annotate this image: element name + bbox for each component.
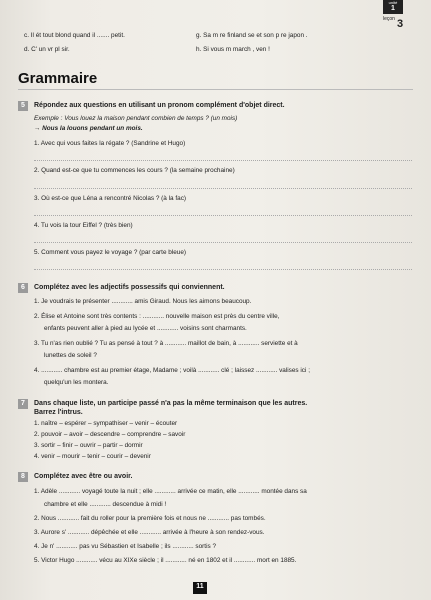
ex5-answer-line-3[interactable] (34, 215, 412, 216)
exercise-7-number: 7 (18, 399, 28, 409)
ex8-item-1-cont: chambre et elle ............ descendue à midi ! (44, 501, 167, 508)
header-item-d: d. C' un vr pl sir. (24, 46, 70, 53)
header-item-h: h. Si vous m march , ven ! (196, 46, 270, 53)
ex6-item-1: 1. Je voudrais te présenter ............ amis Giraud. Nous les aimons beaucoup. (34, 298, 252, 305)
exercise-5-number: 5 (18, 101, 28, 111)
exercise-6-number: 6 (18, 283, 28, 293)
ex7-item-2: 2. pouvoir – avoir – descendre – comprendre – savoir (34, 431, 186, 438)
ex8-item-3: 3. Aurore s' ............ dépêchée et elle ............ arrivée à l'heure à son rendez-vous. (34, 529, 265, 536)
unit-tab (383, 0, 413, 36)
exercise-8-instruction: Complétez avec être ou avoir. (34, 473, 133, 480)
ex7-item-3: 3. sortir – finir – ouvrir – partir – dormir (34, 442, 143, 449)
header-item-c: c. Il ét tout blond quand il ....... petit. (24, 32, 125, 39)
exercise-5-example-question: Exemple : Vous louez la maison pendant combien de temps ? (un mois) (34, 115, 238, 122)
ex5-answer-line-2[interactable] (34, 188, 412, 189)
ex8-item-5: 5. Victor Hugo ............ vécu au XIXe siècle ; il ............ né en 1802 et il ............ mort en 1885. (34, 557, 297, 564)
ex8-item-4: 4. Je n' ............ pas vu Sébastien et Isabelle ; ils ............ sortis ? (34, 543, 217, 550)
ex8-item-2: 2. Nous ............ fait du roller pour la première fois et nous ne ............ pas tombés. (34, 515, 266, 522)
ex5-item-1: 1. Avec qui vous faites la régate ? (Sandrine et Hugo) (34, 140, 186, 147)
exercise-8-number: 8 (18, 472, 28, 482)
ex8-item-1: 1. Adèle ............ voyagé toute la nuit ; elle ............ arrivée ce matin, elle ............ montée dans sa (34, 488, 307, 495)
ex6-item-4-cont: quelqu'un les montera. (44, 379, 109, 386)
header-item-g: g. Sa m re finland se et son p re japon . (196, 32, 308, 39)
ex5-item-3: 3. Où est-ce que Léna a rencontré Nicolas ? (à la fac) (34, 195, 187, 202)
ex6-item-3-cont: lunettes de soleil ? (44, 352, 97, 359)
ex5-item-2: 2. Quand est-ce que tu commences les cours ? (la semaine prochaine) (34, 167, 235, 174)
title-rule (18, 89, 413, 90)
unit-number: 1 (391, 5, 395, 12)
section-title: Grammaire (18, 70, 98, 87)
ex6-item-3: 3. Tu n'as rien oublié ? Tu as pensé à tout ? à ............ maillot de bain, à ............ serviette et à (34, 340, 298, 347)
lesson-number: 3 (397, 18, 404, 30)
exercise-6-instruction: Complétez avec les adjectifs possessifs qui conviennent. (34, 284, 225, 291)
lesson-label: leçon (383, 16, 395, 22)
ex5-answer-line-4[interactable] (34, 242, 412, 243)
ex7-item-4: 4. venir – mourir – tenir – courir – devenir (34, 453, 151, 460)
exercise-7-instruction: Dans chaque liste, un participe passé n'a pas la même terminaison que les autres. (34, 400, 308, 407)
unit-label: unité (388, 0, 398, 5)
page-number: 11 (193, 582, 207, 594)
ex5-answer-line-5[interactable] (34, 269, 412, 270)
ex5-item-4: 4. Tu vois la tour Eiffel ? (très bien) (34, 222, 133, 229)
ex5-answer-line-1[interactable] (34, 160, 412, 161)
ex6-item-2-cont: enfants peuvent aller à pied au lycée et ............ voisins sont charmants. (44, 325, 247, 332)
ex7-item-1: 1. naître – espérer – sympathiser – venir – écouter (34, 420, 178, 427)
ex6-item-2: 2. Élise et Antoine sont très contents : ............ nouvelle maison est près du centre ville, (34, 313, 280, 320)
unit-box (383, 0, 403, 14)
exercise-5-instruction: Répondez aux questions en utilisant un pronom complément d'objet direct. (34, 102, 285, 109)
ex5-item-5: 5. Comment vous payez le voyage ? (par carte bleue) (34, 249, 187, 256)
exercise-5-example-answer: → Nous la louons pendant un mois. (34, 125, 143, 132)
ex6-item-4: 4. ............ chambre est au premier étage, Madame ; voilà ............ clé ; laissez ............ valises ici ; (34, 367, 310, 374)
exercise-7-instruction-2: Barrez l'intrus. (34, 409, 83, 416)
